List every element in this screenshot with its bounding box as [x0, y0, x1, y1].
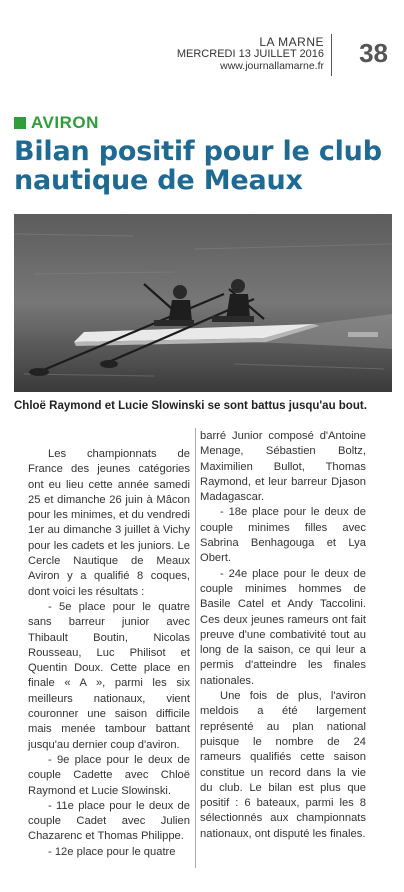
paragraph: Une fois de plus, l'aviron meldois a été largement représenté au plan national puisque le nombre de 24 rameurs qualifiés cette saison constitue un record dans la vie du club. Le bilan est plus que positif : 6 bateaux, parmi les 8 sélectionnés aux championnats nationaux, ont disputé les finales.	[200, 690, 366, 840]
section-square-icon	[14, 117, 26, 129]
rowing-scene-image	[14, 214, 392, 392]
masthead-divider	[331, 34, 332, 76]
article-column-right	[200, 429, 366, 842]
section-label: AVIRON	[31, 113, 99, 132]
paragraph: Les championnats de France des jeunes catégories ont eu lieu cette année samedi 25 et dimanche 26 juin à Mâcon pour les minimes, et du vendredi 1er au dimanche 3 juillet à Vichy pour les cadets et les juniors. Le Cercle Nautique de Meaux Aviron y a qualifié 8 coques, dont voici les résultats :	[28, 448, 190, 598]
paragraph: - 5e place pour le quatre sans barreur junior avec Thibault Boutin, Nicolas Rousseau, Luc Philisot et Quentin Doux. Cette place en finale « A », parmi les six meilleurs nationaux, vient couronner une saison difficile mais menée tambour battant jusqu'au dernier coup d'aviron.	[28, 600, 190, 751]
section-heading	[14, 113, 99, 133]
website-link[interactable]: www.journallamarne.fr	[220, 60, 324, 72]
paragraph: - 24e place pour le deux de couple minimes hommes de Basile Catel et Andy Taccolini. Ces deux jeunes rameurs ont fait preuve d'une combativité tout au long de la saison, ce qui leur a permis d'atteindre les finales nationales.	[200, 567, 366, 687]
masthead-info	[177, 36, 324, 72]
masthead	[0, 30, 396, 80]
paragraph: - 9e place pour le deux de couple Cadette avec Chloë Raymond et Lucie Slowinski.	[28, 753, 190, 797]
newspaper-name: LA MARNE	[259, 35, 324, 49]
photo-caption: Chloë Raymond et Lucie Slowinski se sont battus jusqu'au bout.	[14, 400, 367, 412]
paragraph: - 12e place pour le quatre	[48, 845, 176, 858]
paragraph: - 18e place pour le deux de couple minimes filles avec Sabrina Benhagouga et Lya Obert.	[200, 506, 366, 565]
paragraph: barré Junior composé d'Antoine Menage, Sébastien Boltz, Maximilien Bullot, Thomas Raymond, et leur barreur Djason Madagascar.	[200, 430, 366, 504]
article-headline: Bilan positif pour le club nautique de Meaux	[14, 136, 382, 196]
article-column-left	[28, 447, 190, 860]
paragraph: - 11e place pour le deux de couple Cadet avec Julien Chazarenc et Thomas Philippe.	[28, 799, 190, 843]
issue-date: MERCREDI 13 JUILLET 2016	[176, 48, 324, 60]
article-photo	[14, 214, 392, 392]
page-number: 38	[359, 38, 388, 68]
column-divider	[195, 428, 196, 868]
